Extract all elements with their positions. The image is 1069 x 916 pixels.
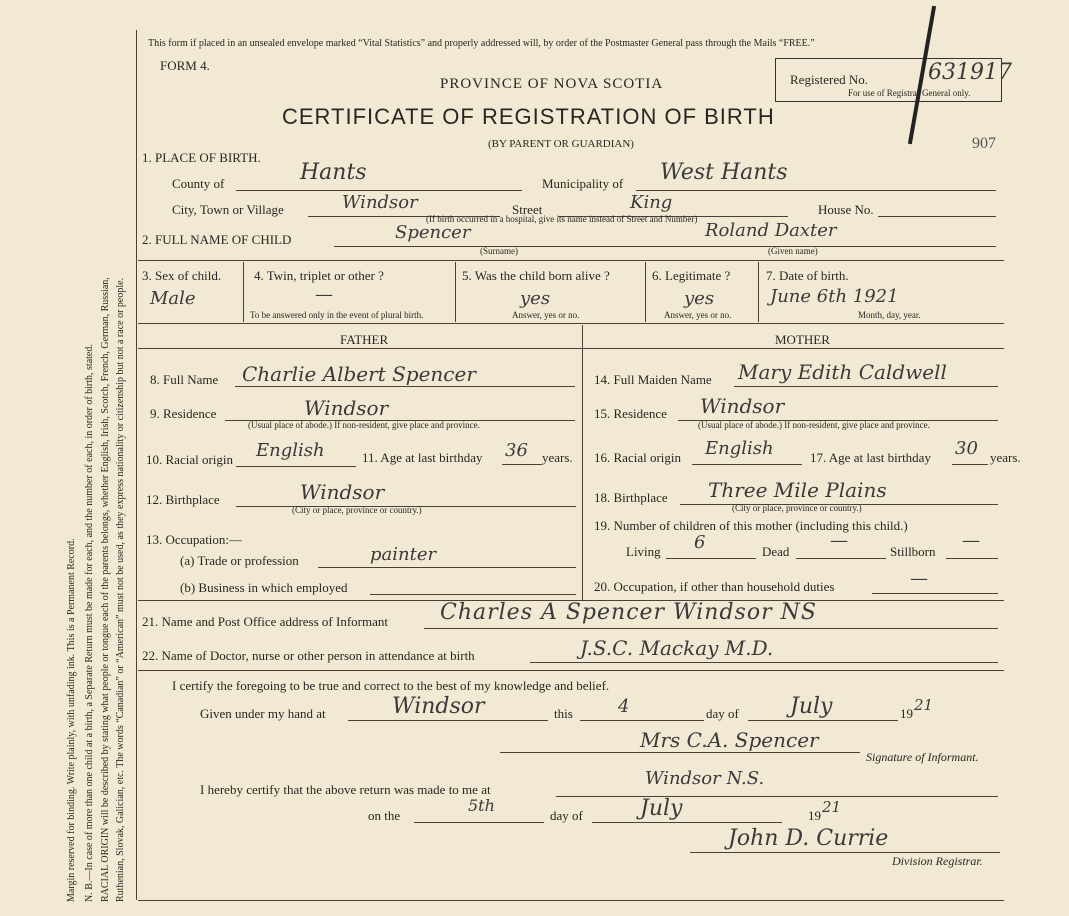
father-racial: English	[256, 440, 325, 461]
mother-age: 30	[955, 438, 978, 459]
date-label: 7. Date of birth.	[766, 268, 849, 283]
given-label: Given under my hand at	[200, 706, 326, 721]
given-month: July	[790, 694, 833, 719]
mother-racial-label: 16. Racial origin	[594, 450, 682, 465]
house-label: House No.	[818, 202, 874, 217]
registrar-statement: I hereby certify that the above return was made to me at	[200, 782, 491, 797]
city-label: City, Town or Village	[172, 202, 284, 217]
margin-note-1: Margin reserved for binding. Write plainly, with unfading ink. This is a Permanent Record.	[66, 538, 77, 902]
living-value: 6	[694, 532, 706, 553]
dead-value: —	[830, 530, 848, 551]
margin-note-2: N. B.—In case of more than one child at a birth, a Separate Return must be made for each, and the number of each, in order of birth, stated.	[84, 344, 95, 902]
certify-statement: I certify the foregoing to be true and correct to the best of my knowledge and belief.	[172, 678, 610, 693]
county-label: County of	[172, 176, 225, 191]
alive-value: yes	[520, 288, 551, 309]
doctor-value: J.S.C. Mackay M.D.	[580, 636, 774, 660]
father-age-label: 11. Age at last birthday	[362, 450, 483, 465]
margin-border	[136, 30, 137, 900]
legit-value: yes	[684, 288, 715, 309]
father-res-label: 9. Residence	[150, 406, 217, 421]
mother-racial: English	[705, 438, 774, 459]
page-title: CERTIFICATE OF REGISTRATION OF BIRTH	[282, 104, 775, 129]
living-label: Living	[626, 544, 661, 559]
informant-signature: Mrs C.A. Spencer	[640, 728, 819, 752]
father-trade-label: (a) Trade or profession	[180, 553, 299, 568]
registered-label: Registered No.	[790, 72, 868, 87]
registrar-signature: John D. Currie	[728, 826, 889, 851]
registrar-year: 21	[822, 798, 842, 816]
province-title: PROVINCE OF NOVA SCOTIA	[440, 76, 664, 92]
header-note: This form if placed in an unsealed envelope marked “Vital Statistics” and properly addressed will, by order of the Postmaster General pass through the Mails “FREE.”	[148, 38, 815, 49]
registered-note: For use of Registrar General only.	[848, 88, 971, 98]
legit-note: Answer, yes or no.	[664, 310, 732, 320]
doctor-label: 22. Name of Doctor, nurse or other person in attendance at birth	[142, 648, 475, 663]
father-residence: Windsor	[304, 396, 389, 420]
this-label: this	[554, 706, 573, 721]
year-prefix: 19	[900, 706, 913, 721]
father-business-label: (b) Business in which employed	[180, 580, 348, 595]
mother-birthplace: Three Mile Plains	[708, 478, 887, 502]
father-years: years.	[542, 450, 573, 465]
father-age: 36	[505, 440, 528, 461]
father-heading: FATHER	[340, 332, 389, 347]
margin-note-3: RACIAL ORIGIN will be described by stating what people or tongue each of the parents belongs, whether English, Irish, Scotch, French, German, Russian,	[100, 277, 111, 902]
mother-res-label: 15. Residence	[594, 406, 667, 421]
reg-dayof-label: day of	[550, 808, 583, 823]
given-place: Windsor	[392, 694, 485, 719]
form-number: FORM 4.	[160, 58, 210, 73]
mother-heading: MOTHER	[775, 332, 830, 347]
mother-years: years.	[990, 450, 1021, 465]
stillborn-label: Stillborn	[890, 544, 936, 559]
father-occ-label: 13. Occupation:—	[146, 532, 243, 547]
given-year: 21	[914, 696, 934, 714]
mother-occ: —	[910, 568, 928, 589]
page-subtitle: (BY PARENT OR GUARDIAN)	[488, 138, 634, 150]
sex-value: Male	[150, 288, 196, 309]
dayof-label: day of	[706, 706, 739, 721]
county-value: Hants	[300, 160, 367, 185]
alive-note: Answer, yes or no.	[512, 310, 580, 320]
father-bp-note: (City or place, province or country.)	[292, 505, 422, 515]
informant-value: Charles A Spencer Windsor NS	[440, 600, 817, 625]
municipality-value: West Hants	[660, 160, 788, 185]
dead-label: Dead	[762, 544, 790, 559]
mother-name: Mary Edith Caldwell	[738, 360, 947, 384]
mother-bp-note: (City or place, province or country.)	[732, 503, 862, 513]
municipality-label: Municipality of	[542, 176, 624, 191]
twin-note: To be answered only in the event of plural birth.	[250, 310, 424, 320]
surname-note: (Surname)	[480, 246, 518, 256]
legit-label: 6. Legitimate ?	[652, 268, 731, 283]
corner-number: 907	[972, 135, 996, 152]
given-day: 4	[618, 696, 630, 717]
registrar-day: 5th	[468, 796, 495, 815]
mother-name-label: 14. Full Maiden Name	[594, 372, 712, 387]
street-label: Street	[512, 202, 543, 217]
alive-label: 5. Was the child born alive ?	[462, 268, 610, 283]
mother-bp-label: 18. Birthplace	[594, 490, 668, 505]
child-name-label: 2. FULL NAME OF CHILD	[142, 232, 292, 247]
child-given-name: Roland Daxter	[705, 220, 837, 241]
mother-residence: Windsor	[700, 394, 785, 418]
mother-children-label: 19. Number of children of this mother (including this child.)	[594, 518, 908, 533]
father-racial-label: 10. Racial origin	[146, 452, 234, 467]
stillborn-value: —	[962, 530, 980, 551]
on-label: on the	[368, 808, 401, 823]
place-heading: 1. PLACE OF BIRTH.	[142, 150, 261, 165]
sex-label: 3. Sex of child.	[142, 268, 222, 283]
reg-year-prefix: 19	[808, 808, 821, 823]
father-trade: painter	[370, 544, 437, 565]
mother-occ-label: 20. Occupation, if other than household duties	[594, 579, 835, 594]
child-surname: Spencer	[395, 222, 471, 243]
margin-note-4: Ruthenian, Slovak, Galician, etc. The words “Canadian” or “American” must not be used, as they express nationality or citizenship but not a race or people.	[115, 277, 126, 902]
date-note: Month, day, year.	[858, 310, 921, 320]
twin-value: —	[315, 284, 333, 305]
hospital-note: (If birth occurred in a hospital, give its name instead of Street and Number)	[426, 214, 698, 224]
given-note: (Given name)	[768, 246, 818, 256]
registrar-label: Division Registrar.	[892, 854, 983, 868]
registrar-month: July	[640, 796, 683, 821]
registered-number: 631917	[928, 60, 1012, 85]
street-value: King	[630, 192, 673, 213]
signature-label: Signature of Informant.	[866, 750, 979, 764]
father-name: Charlie Albert Spencer	[242, 362, 476, 386]
mother-age-label: 17. Age at last birthday	[810, 450, 931, 465]
father-birthplace: Windsor	[300, 480, 385, 504]
father-res-note: (Usual place of abode.) If non-resident, give place and province.	[248, 420, 480, 430]
registrar-place: Windsor N.S.	[645, 768, 765, 789]
informant-label: 21. Name and Post Office address of Informant	[142, 614, 388, 629]
date-value: June 6th 1921	[770, 286, 899, 307]
mother-res-note: (Usual place of abode.) If non-resident, give place and province.	[698, 420, 930, 430]
father-name-label: 8. Full Name	[150, 372, 219, 387]
twin-label: 4. Twin, triplet or other ?	[254, 268, 384, 283]
father-bp-label: 12. Birthplace	[146, 492, 220, 507]
city-value: Windsor	[342, 192, 418, 213]
